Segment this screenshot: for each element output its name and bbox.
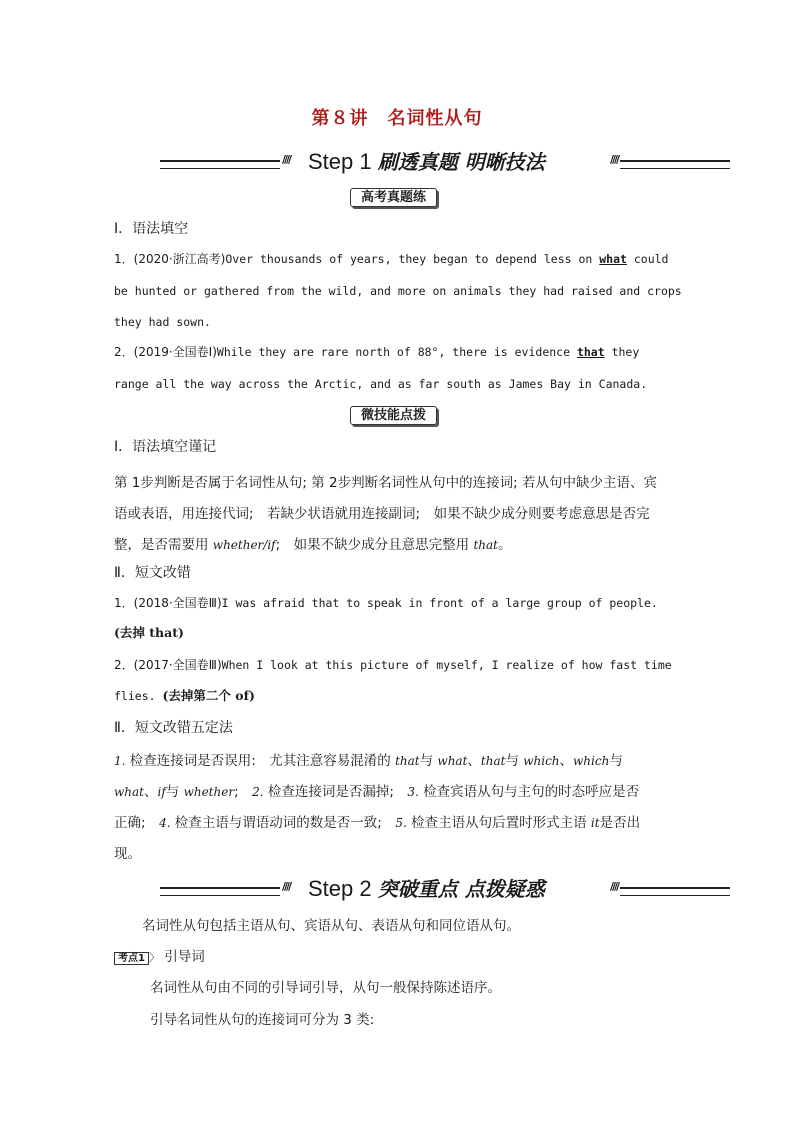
page-title: 第８讲 名词性从句	[311, 108, 483, 129]
step2-heading	[308, 873, 545, 902]
banner-right-lines	[620, 887, 730, 896]
five-word: that	[395, 754, 420, 768]
paragraph-1: 名词性从句由不同的引导词引导，从句一般保持陈述语序。	[150, 980, 501, 996]
c2-line2-text: flies.	[114, 689, 163, 703]
five-line2	[114, 777, 694, 808]
q1-answer: what	[599, 252, 627, 266]
five-l1-and: 与	[419, 753, 438, 769]
five-it: it	[590, 816, 600, 830]
banner-slash-right: ////	[610, 880, 619, 893]
five-word: whether	[183, 785, 235, 799]
five-l2-and: 与	[165, 784, 184, 800]
tag-skill-label: 微技能点拨	[350, 406, 437, 425]
tip-line3	[114, 530, 694, 561]
five-l3-text: 正确;	[114, 815, 160, 831]
five-word: what	[114, 785, 144, 799]
q2-line2: range all the way across the Arctic, and as far south as James Bay in Canada.	[114, 377, 648, 391]
tag-exam	[350, 186, 437, 205]
section-grammar-tips: Ⅰ．语法填空谨记	[114, 439, 217, 455]
key-point-1	[114, 945, 205, 965]
section-five-methods: Ⅱ．短文改错五定法	[114, 720, 233, 736]
banner-slash-left: ////	[282, 153, 291, 166]
q2-number: 2．(2019·全国卷Ⅰ)	[114, 345, 217, 359]
key-point-arrow: 〉	[148, 951, 160, 964]
five-word: which	[523, 754, 560, 768]
step2-prefix: Step 2	[308, 876, 372, 901]
five-l3-text4: 是否出	[599, 815, 641, 831]
q1-line2: be hunted or gathered from the wild, and more on animals they had raised and crops	[114, 284, 682, 298]
five-methods-text	[114, 746, 694, 870]
banner-slash-left: ////	[282, 880, 291, 893]
five-sep: 、	[559, 753, 574, 769]
step1-cn: 刷透真题 明晰技法	[377, 150, 545, 174]
intro-text: 名词性从句包括主语从句、宾语从句、表语从句和同位语从句。	[142, 918, 520, 934]
key-point-label: 引导词	[164, 949, 205, 965]
grammar-tips-text	[114, 468, 694, 561]
banner-left-lines	[160, 160, 280, 169]
step1-prefix: Step 1	[308, 149, 372, 174]
q1-text-end: could	[626, 252, 669, 266]
q1-text: Over thousands of years, they began to depend less on	[225, 252, 600, 266]
section-grammar-fill: Ⅰ．语法填空	[114, 221, 189, 237]
c2-fix: (去掉第二个 of)	[162, 688, 255, 703]
correction-1	[114, 594, 694, 641]
five-l3-text2: 检查主语与谓语动词的数是否一致;	[170, 815, 396, 831]
five-sep: 、	[143, 784, 158, 800]
five-l2-text2: 检查宾语从句与主句的时态呼应是否	[418, 784, 640, 800]
key-point-badge: 考点1	[114, 952, 149, 965]
c1-text: I was afraid that to speak in front of a large group of people.	[221, 596, 658, 610]
five-num4: 4.	[159, 816, 171, 830]
five-sep: ;	[234, 784, 253, 800]
banner-right-lines	[620, 160, 730, 169]
c1-number: 1．(2018·全国卷Ⅲ)	[114, 596, 222, 610]
q2-answer: that	[576, 345, 605, 359]
c1-fix: (去掉 that)	[114, 625, 184, 640]
tip-whether-if: whether/if	[212, 538, 276, 552]
step2-cn: 突破重点 点拨疑惑	[377, 877, 545, 901]
q2-text: While they are rare north of 88°, there is evidence	[216, 345, 577, 359]
five-line3	[114, 808, 694, 839]
c2-text: When I look at this picture of myself, I realize of how fast time	[221, 658, 672, 672]
section-correction: Ⅱ．短文改错	[114, 565, 191, 581]
step2-banner	[160, 875, 730, 905]
tag-exam-label: 高考真题练	[350, 188, 437, 207]
five-word: which	[573, 754, 610, 768]
five-line1	[114, 746, 694, 777]
correction-2	[114, 656, 694, 704]
tip-line2: 语或表语，用连接代词; 若缺少状语就用连接副词; 如果不缺少成分则要考虑意思是否完	[114, 506, 650, 522]
five-line4: 现。	[114, 846, 141, 862]
c2-number: 2．(2017·全国卷Ⅲ)	[114, 658, 222, 672]
five-l3-text3: 检查主语从句后置时形式主语	[406, 815, 591, 831]
five-l1-and: 与	[609, 753, 623, 769]
tip-l3c: ; 如果不缺少成分且意思完整用	[275, 537, 474, 553]
c2-line2	[114, 685, 694, 704]
step1-banner	[160, 148, 730, 178]
five-sep: 、	[467, 753, 481, 769]
q1-line3: they had sown.	[114, 315, 211, 329]
five-word: if	[157, 785, 166, 799]
tip-l3e: 。	[497, 537, 512, 553]
paragraph-2: 引导名词性从句的连接词可分为 3 类:	[150, 1012, 375, 1028]
five-num5: 5.	[395, 816, 407, 830]
tip-that: that	[473, 538, 498, 552]
banner-left-lines	[160, 887, 280, 896]
five-word: what	[437, 754, 468, 768]
step1-heading	[308, 146, 545, 175]
five-num1: 1.	[114, 754, 126, 768]
banner-slash-right: ////	[610, 153, 619, 166]
tip-line1: 第 1步判断是否属于名词性从句; 第 2步判断名词性从句中的连接词; 若从句中缺少主语、宾	[114, 475, 657, 491]
five-l1-text: 检查连接词是否误用: 尤其注意容易混淆的	[125, 753, 396, 769]
five-num2: 2.	[252, 785, 264, 799]
five-word: that	[480, 754, 506, 768]
tip-l3a: 整，是否需要用	[114, 537, 213, 553]
q2-text-end: they	[604, 345, 640, 359]
question-2	[114, 343, 684, 391]
question-1	[114, 250, 684, 329]
q1-number: 1．(2020·浙江高考)	[114, 252, 226, 266]
five-l1-and: 与	[505, 753, 524, 769]
five-num3: 3.	[407, 785, 419, 799]
tag-skill	[350, 404, 437, 423]
five-l2-text: 检查连接词是否漏掉;	[263, 784, 408, 800]
